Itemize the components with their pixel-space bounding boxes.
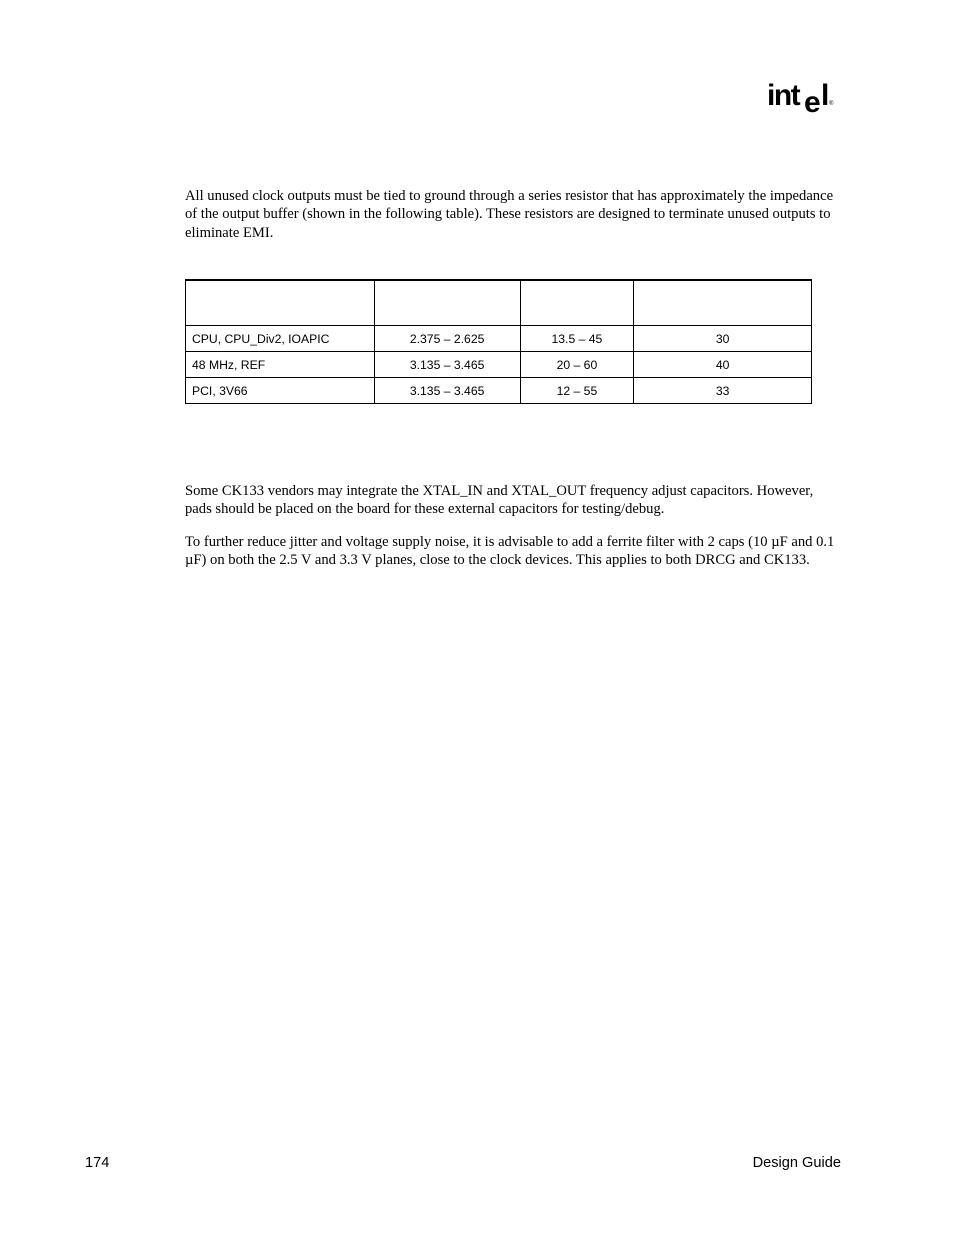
table-header-cell [634, 280, 812, 326]
paragraph-xtal-capacitors: Some CK133 vendors may integrate the XTAL_IN and XTAL_OUT frequency adjust capacitors. However, pads should be placed on the board for these external capacitors for testing/debug. [185, 483, 814, 518]
table-cell: 3.135 – 3.465 [374, 378, 520, 404]
table-cell: 40 [634, 352, 812, 378]
table-cell: 2.375 – 2.625 [374, 326, 520, 352]
page-number: 174 [85, 1155, 110, 1171]
table-cell: 30 [634, 326, 812, 352]
table-header-cell [186, 280, 375, 326]
svg-text:e: e [804, 86, 821, 118]
table-header-cell [374, 280, 520, 326]
termination-table [185, 279, 812, 404]
table-header-cell [520, 280, 634, 326]
table-row [186, 326, 812, 352]
svg-text:®: ® [829, 101, 834, 107]
svg-text:int: int [767, 79, 800, 112]
table-cell: 3.135 – 3.465 [374, 352, 520, 378]
table-cell: 13.5 – 45 [520, 326, 634, 352]
paragraph-unused-outputs: All unused clock outputs must be tied to ground through a series resistor that has approximately the impedance of the output buffer (shown in the following table). These resistors are designed to terminate unused outputs to eliminate EMI. [185, 188, 834, 241]
table-row [186, 378, 812, 404]
intel-logo [766, 74, 836, 118]
document-name: Design Guide [752, 1155, 841, 1171]
table-cell: 33 [634, 378, 812, 404]
table-header-row [186, 280, 812, 326]
svg-text:l: l [821, 79, 830, 112]
table-row [186, 352, 812, 378]
table-cell: 12 – 55 [520, 378, 634, 404]
paragraph-ferrite-filter: To further reduce jitter and voltage supply noise, it is advisable to add a ferrite filter with 2 caps (10 µF and 0.1 µF) on both the 2.5 V and 3.3 V planes, close to the clock devices. This applies to both DRCG and CK133. [185, 534, 835, 569]
table-cell: PCI, 3V66 [186, 378, 375, 404]
table-cell: 48 MHz, REF [186, 352, 375, 378]
table-cell: 20 – 60 [520, 352, 634, 378]
table-cell: CPU, CPU_Div2, IOAPIC [186, 326, 375, 352]
